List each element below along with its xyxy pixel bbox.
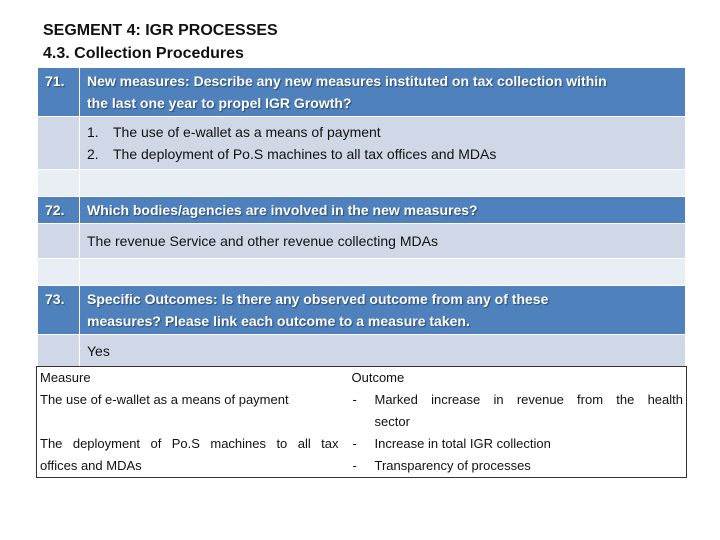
outcome-cell: - Increase in total IGR collection - Transparency of processes (352, 436, 551, 473)
answer-row-73 (38, 335, 686, 368)
measures-table (36, 366, 687, 478)
answer-text: The revenue Service and other revenue collecting MDAs (87, 233, 438, 249)
measures-header-row (37, 367, 687, 390)
segment-title: SEGMENT 4: IGR PROCESSES (43, 22, 278, 39)
table-row (37, 389, 687, 433)
question-number: 71. (38, 68, 80, 117)
spacer-row (38, 170, 686, 197)
question-row-71 (38, 68, 686, 117)
measure-cell: The use of e-wallet as a means of payment (40, 392, 289, 407)
answer-list (87, 121, 678, 165)
section-title: 4.3. Collection Procedures (43, 45, 244, 62)
question-row-72 (38, 197, 686, 224)
measure-header: Measure (40, 370, 91, 385)
question-number: 73. (38, 286, 80, 335)
question-text: Specific Outcomes: Is there any observed outcome from any of these measures? Please link each outcome to a measure taken. (80, 286, 686, 335)
answer-text: Yes (87, 343, 110, 359)
question-number: 72. (38, 197, 80, 224)
list-item: 1. The use of e-wallet as a means of payment (87, 124, 381, 140)
outcome-cell: - Marked increase in revenue from the health sector (352, 392, 683, 429)
list-item: 2. The deployment of Po.S machines to all tax offices and MDAs (87, 146, 497, 162)
question-row-73 (38, 286, 686, 335)
question-text: New measures: Describe any new measures instituted on tax collection within the last one year to propel IGR Growth? (80, 68, 686, 117)
answer-row-72 (38, 224, 686, 259)
questions-table (37, 67, 686, 368)
outcome-header: Outcome (351, 370, 405, 385)
spacer-row (38, 259, 686, 286)
table-row (37, 433, 687, 478)
answer-row-71 (38, 117, 686, 170)
measure-cell: The deployment of Po.S machines to all tax offices and MDAs (40, 436, 339, 473)
question-text: Which bodies/agencies are involved in the new measures? (80, 197, 686, 224)
